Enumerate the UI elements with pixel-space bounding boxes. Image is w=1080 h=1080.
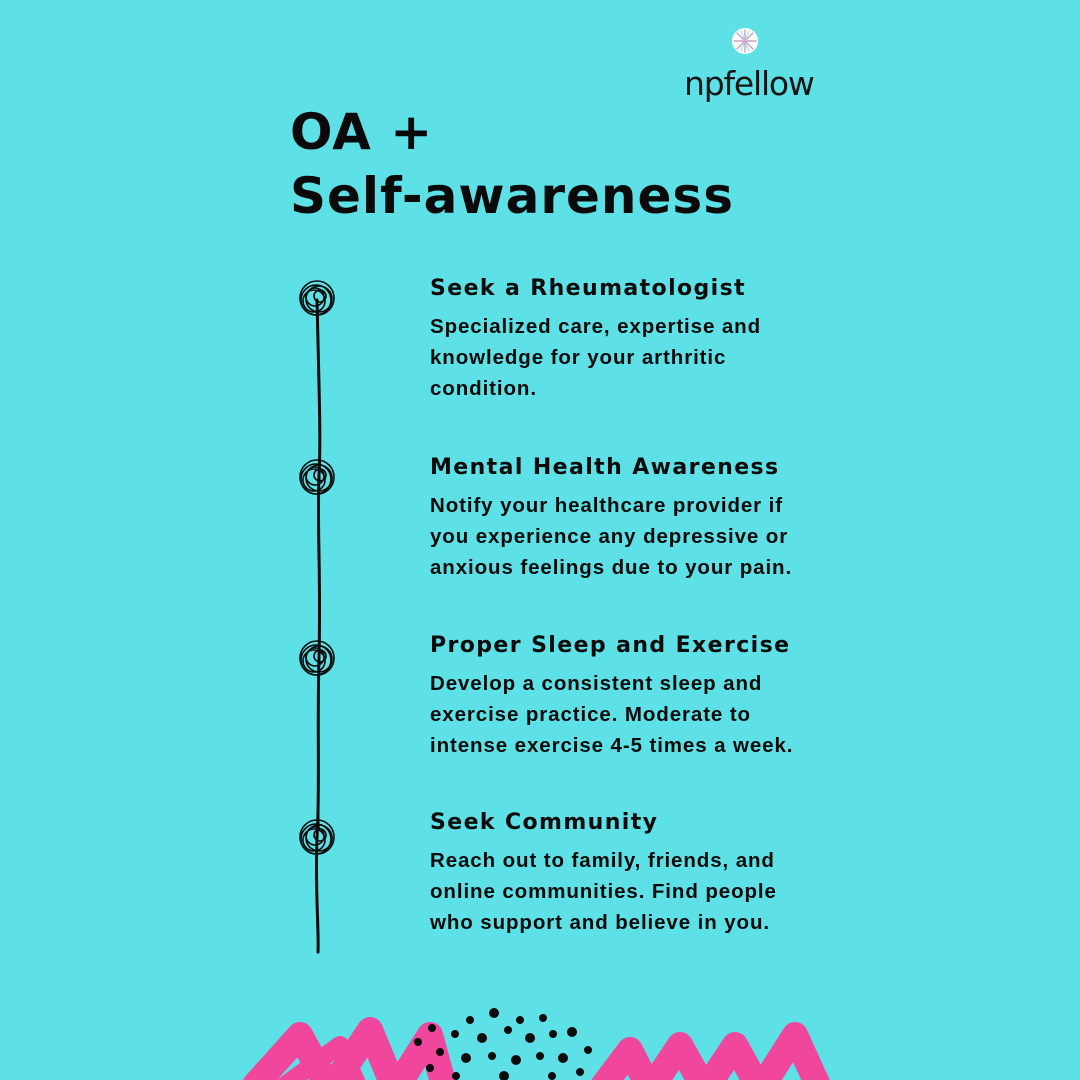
item-description (430, 845, 850, 938)
title-line-2: Self-awareness (290, 167, 734, 225)
page-title (290, 100, 734, 228)
item-line: condition. (430, 377, 537, 400)
item-line: who support and believe in you. (430, 911, 770, 934)
item-heading: Proper Sleep and Exercise (430, 633, 791, 658)
item-line: Specialized care, expertise and (430, 315, 761, 338)
list-item (430, 633, 850, 761)
item-description (430, 311, 850, 404)
list-item (430, 810, 850, 938)
item-heading: Seek a Rheumatologist (430, 276, 747, 301)
item-line: Develop a consistent sleep and (430, 672, 763, 695)
item-heading: Mental Health Awareness (430, 455, 780, 480)
item-line: you experience any depressive or (430, 525, 789, 548)
item-line: Reach out to family, friends, and (430, 849, 775, 872)
list-item (430, 455, 850, 583)
brand-name: npfellow (684, 64, 814, 103)
item-description (430, 668, 850, 761)
item-line: anxious feelings due to your pain. (430, 556, 793, 579)
decorative-brush-strokes (0, 990, 1080, 1080)
item-heading: Seek Community (430, 810, 659, 835)
list-item (430, 276, 850, 404)
item-line: knowledge for your arthritic (430, 346, 727, 369)
item-line: exercise practice. Moderate to (430, 703, 751, 726)
item-description (430, 490, 850, 583)
timeline-node-3 (300, 641, 334, 675)
timeline-line (290, 270, 350, 970)
brand-logo (680, 26, 814, 110)
title-line-1: OA + (290, 103, 434, 161)
item-line: intense exercise 4-5 times a week. (430, 734, 794, 757)
flower-logo-icon (730, 26, 760, 56)
item-line: online communities. Find people (430, 880, 777, 903)
timeline-node-2 (300, 460, 334, 494)
item-line: Notify your healthcare provider if (430, 494, 783, 517)
